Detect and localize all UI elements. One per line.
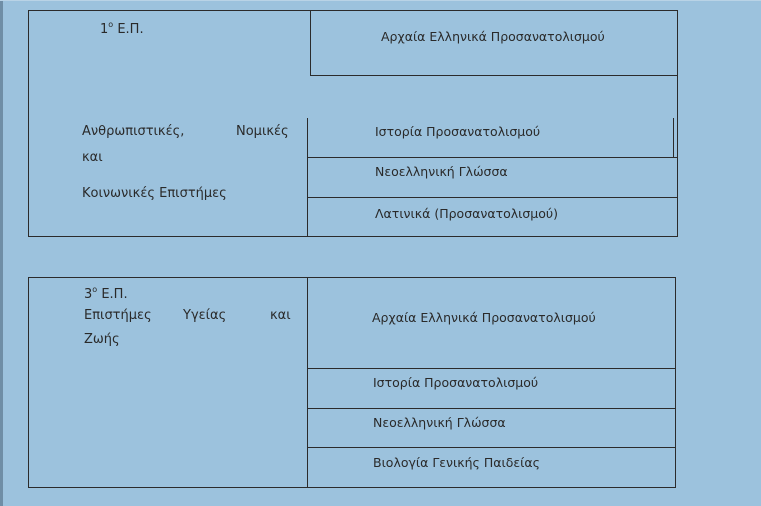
block2-column-divider bbox=[307, 277, 308, 488]
page-left-edge bbox=[0, 0, 3, 506]
block1-subject-history: Ιστορία Προσανατολισμού bbox=[375, 124, 541, 139]
block1-field-line-3: Κοινωνικές Επιστήμες bbox=[82, 186, 227, 201]
block2-field-word-3: και bbox=[270, 308, 291, 323]
block2-subject-biology: Βιολογία Γενικής Παιδείας bbox=[373, 455, 540, 470]
block2-code-label: Ε.Π. bbox=[97, 287, 128, 302]
block1-right-border bbox=[677, 10, 678, 237]
block2-row-divider-2 bbox=[307, 408, 676, 409]
block2-field-word-2: Υγείας bbox=[183, 308, 227, 323]
block2-subject-history: Ιστορία Προσανατολισμού bbox=[373, 375, 539, 390]
block2-code-superscript: ο bbox=[92, 285, 98, 294]
block1-field-word-1: Ανθρωπιστικές, bbox=[82, 124, 185, 139]
page-top-edge bbox=[0, 0, 761, 1]
block2-top-border bbox=[28, 277, 676, 278]
block2-code bbox=[84, 282, 128, 303]
block2-subject-ancient-greek: Αρχαία Ελληνικά Προσανατολισμού bbox=[372, 310, 596, 325]
block1-first-row-bottom bbox=[310, 75, 678, 76]
block1-code bbox=[100, 17, 144, 38]
block1-left-border bbox=[28, 10, 29, 237]
block1-field-word-2: Νομικές bbox=[236, 124, 289, 139]
block2-bottom-border bbox=[28, 487, 676, 488]
block2-field-line-2: Ζωής bbox=[84, 332, 120, 347]
block2-code-number: 3 bbox=[84, 287, 93, 302]
block1-subject-ancient-greek: Αρχαία Ελληνικά Προσανατολισμού bbox=[381, 29, 605, 44]
block1-code-number: 1 bbox=[100, 22, 109, 37]
block1-code-label: Ε.Π. bbox=[113, 22, 144, 37]
block1-bottom-border bbox=[28, 236, 678, 237]
block2-field-word-1: Επιστήμες bbox=[84, 308, 152, 323]
block1-subject-modern-greek: Νεοελληνική Γλώσσα bbox=[375, 164, 508, 179]
block1-top-border bbox=[28, 10, 678, 11]
block2-row-divider-3 bbox=[307, 447, 676, 448]
block1-subject-latin: Λατινικά (Προσανατολισμού) bbox=[375, 206, 559, 221]
block2-right-border bbox=[675, 277, 676, 488]
block1-field-line-2: και bbox=[82, 150, 103, 165]
block2-left-border bbox=[28, 277, 29, 488]
block1-row-divider-2 bbox=[307, 197, 677, 198]
block1-inner-right-border bbox=[673, 118, 674, 158]
block1-row-divider-1 bbox=[307, 157, 677, 158]
block1-first-row-divider bbox=[310, 10, 311, 76]
block2-row-divider-1 bbox=[307, 368, 676, 369]
block1-column-divider bbox=[307, 118, 308, 237]
block2-subject-modern-greek: Νεοελληνική Γλώσσα bbox=[373, 415, 506, 430]
block1-code-superscript: ο bbox=[108, 20, 114, 29]
